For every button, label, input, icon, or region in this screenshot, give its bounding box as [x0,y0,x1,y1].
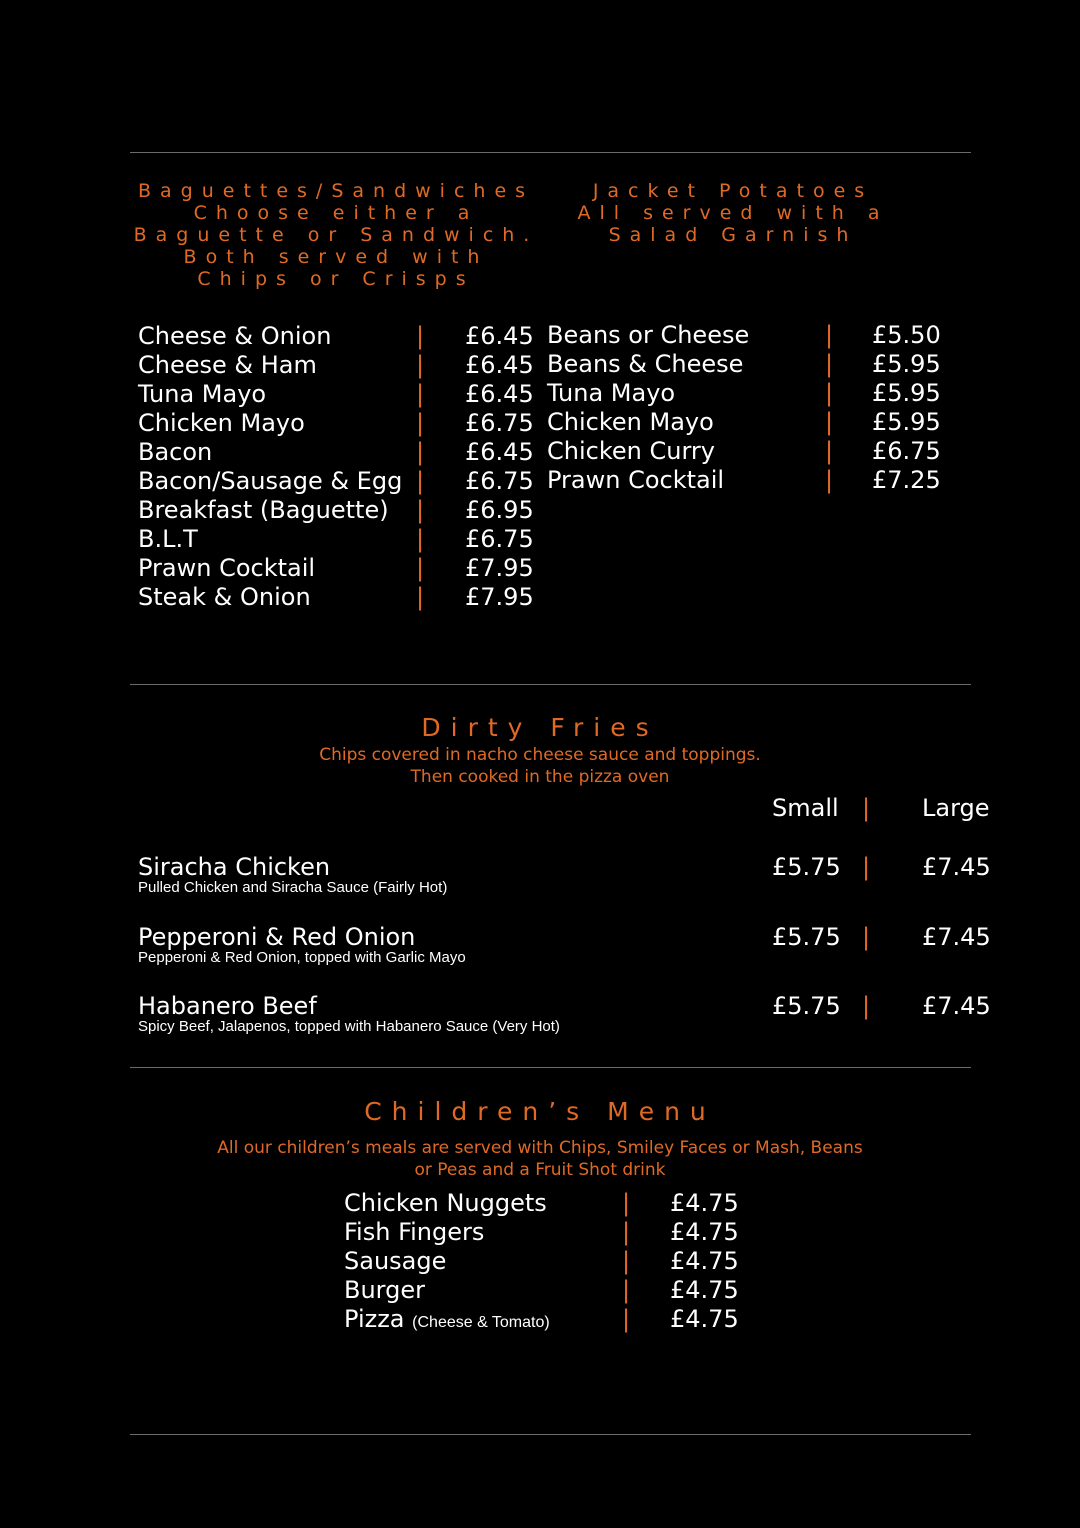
jackets-header [548,180,918,246]
item-name: Prawn Cocktail [138,554,316,582]
item-price: £6.45 [465,380,534,408]
item-price: £6.95 [465,496,534,524]
item-price: £7.95 [465,583,534,611]
menu-item [344,1276,764,1305]
item-note: (Cheese & Tomato) [412,1314,550,1331]
menu-item [547,437,947,466]
item-price: £4.75 [670,1276,739,1304]
childrens-subtitle-line: All our children’s meals are served with Chips, Smiley Faces or Mash, Beans [217,1138,863,1158]
item-name: Cheese & Onion [138,322,332,350]
price-small: £5.75 [772,992,841,1020]
item-name: Fish Fingers [344,1218,485,1246]
separator: | [622,1218,631,1246]
separator: | [862,853,871,881]
menu-item [138,351,538,380]
dirty-fries-subtitle-line: Then cooked in the pizza oven [410,767,670,787]
menu-item [547,466,947,495]
separator: | [622,1276,631,1304]
separator: | [416,438,425,466]
item-price: £4.75 [670,1247,739,1275]
divider-fries [130,684,971,685]
baguettes-header-line: Choose either a [193,202,479,224]
menu-item [138,583,538,612]
menu-item [344,1189,764,1218]
price-small: £5.75 [772,853,841,881]
separator: | [825,350,834,378]
separator: | [862,992,871,1020]
baguettes-header-line: Baguettes/Sandwiches [137,180,535,202]
item-price: £6.75 [872,437,941,465]
menu-item [138,496,538,525]
item-name: Burger [344,1276,425,1304]
divider-children [130,1067,971,1068]
separator: | [416,380,425,408]
item-name: Pizza [344,1305,405,1333]
fries-item [138,853,1018,903]
menu-item [138,554,538,583]
separator: | [416,467,425,495]
jackets-header-line: Salad Garnish [608,224,858,246]
item-description: Spicy Beef, Jalapenos, topped with Habanero Sauce (Very Hot) [138,1018,560,1035]
divider-top [130,152,971,153]
item-description: Pepperoni & Red Onion, topped with Garlic Mayo [138,949,466,966]
item-name: Chicken Curry [547,437,715,465]
dirty-fries-title: Dirty Fries [421,713,659,742]
item-price: £6.75 [465,467,534,495]
separator: | [416,525,425,553]
item-description: Pulled Chicken and Siracha Sauce (Fairly Hot) [138,879,448,896]
item-name-wrap [344,1305,550,1337]
childrens-list [344,1189,764,1334]
childrens-subtitle-line: or Peas and a Fruit Shot drink [414,1160,666,1180]
separator: | [416,409,425,437]
item-name: Chicken Nuggets [344,1189,547,1217]
menu-item [547,379,947,408]
item-name: B.L.T [138,525,198,553]
dirty-fries-subtitle-line: Chips covered in nacho cheese sauce and toppings. [319,745,761,765]
baguettes-header-line: Chips or Crisps [197,268,475,290]
item-name: Breakfast (Baguette) [138,496,389,524]
separator: | [622,1305,631,1333]
separator: | [416,496,425,524]
separator: | [825,437,834,465]
separator: | [416,583,425,611]
item-name: Tuna Mayo [547,379,676,407]
menu-item [547,350,947,379]
item-name: Beans or Cheese [547,321,750,349]
item-price: £5.95 [872,379,941,407]
item-price: £7.95 [465,554,534,582]
fries-item [138,992,1018,1042]
separator: | [416,351,425,379]
baguettes-header-line: Both served with [183,246,489,268]
separator: | [862,923,871,951]
jackets-header-line: All served with a [577,202,889,224]
size-large-header: Large [922,794,990,822]
item-name: Steak & Onion [138,583,311,611]
jackets-header-line: Jacket Potatoes [592,180,874,202]
item-price: £5.95 [872,408,941,436]
item-name: Prawn Cocktail [547,466,725,494]
menu-item [138,322,538,351]
item-price: £4.75 [670,1189,739,1217]
separator: | [825,408,834,436]
item-price: £6.45 [465,438,534,466]
separator: | [416,322,425,350]
menu-item [344,1247,764,1276]
item-name: Sausage [344,1247,447,1275]
item-price: £5.50 [872,321,941,349]
item-name: Habanero Beef [138,992,317,1020]
separator: | [825,321,834,349]
divider-bottom [130,1434,971,1435]
menu-item [138,525,538,554]
item-price: £6.45 [465,351,534,379]
dirty-fries-subtitle [0,744,1080,788]
item-price: £7.25 [872,466,941,494]
baguettes-header [130,180,542,290]
menu-item [344,1305,764,1334]
item-price: £5.95 [872,350,941,378]
fries-item [138,923,1018,973]
item-name: Tuna Mayo [138,380,267,408]
menu-item [344,1218,764,1247]
baguettes-list [138,322,538,612]
price-large: £7.45 [922,992,991,1020]
menu-item [138,409,538,438]
separator: | [825,379,834,407]
item-name: Chicken Mayo [138,409,305,437]
item-price: £6.75 [465,409,534,437]
item-price: £4.75 [670,1305,739,1333]
item-price: £6.75 [465,525,534,553]
item-name: Bacon/Sausage & Egg [138,467,403,495]
jackets-list [547,321,947,495]
menu-item [547,408,947,437]
menu-item [547,321,947,350]
item-name: Cheese & Ham [138,351,317,379]
item-name: Chicken Mayo [547,408,714,436]
item-price: £6.45 [465,322,534,350]
item-name: Siracha Chicken [138,853,331,881]
separator: | [825,466,834,494]
separator: | [622,1247,631,1275]
menu-item [138,467,538,496]
price-large: £7.45 [922,853,991,881]
item-name: Pepperoni & Red Onion [138,923,416,951]
item-price: £4.75 [670,1218,739,1246]
item-name: Beans & Cheese [547,350,744,378]
price-small: £5.75 [772,923,841,951]
separator: | [862,794,871,822]
childrens-menu-title: Children’s Menu [364,1097,716,1126]
menu-item [138,438,538,467]
price-large: £7.45 [922,923,991,951]
separator: | [416,554,425,582]
childrens-menu-subtitle [0,1137,1080,1181]
menu-item [138,380,538,409]
separator: | [622,1189,631,1217]
item-name: Bacon [138,438,213,466]
size-small-header: Small [772,794,839,822]
baguettes-header-line: Baguette or Sandwich. [133,224,539,246]
